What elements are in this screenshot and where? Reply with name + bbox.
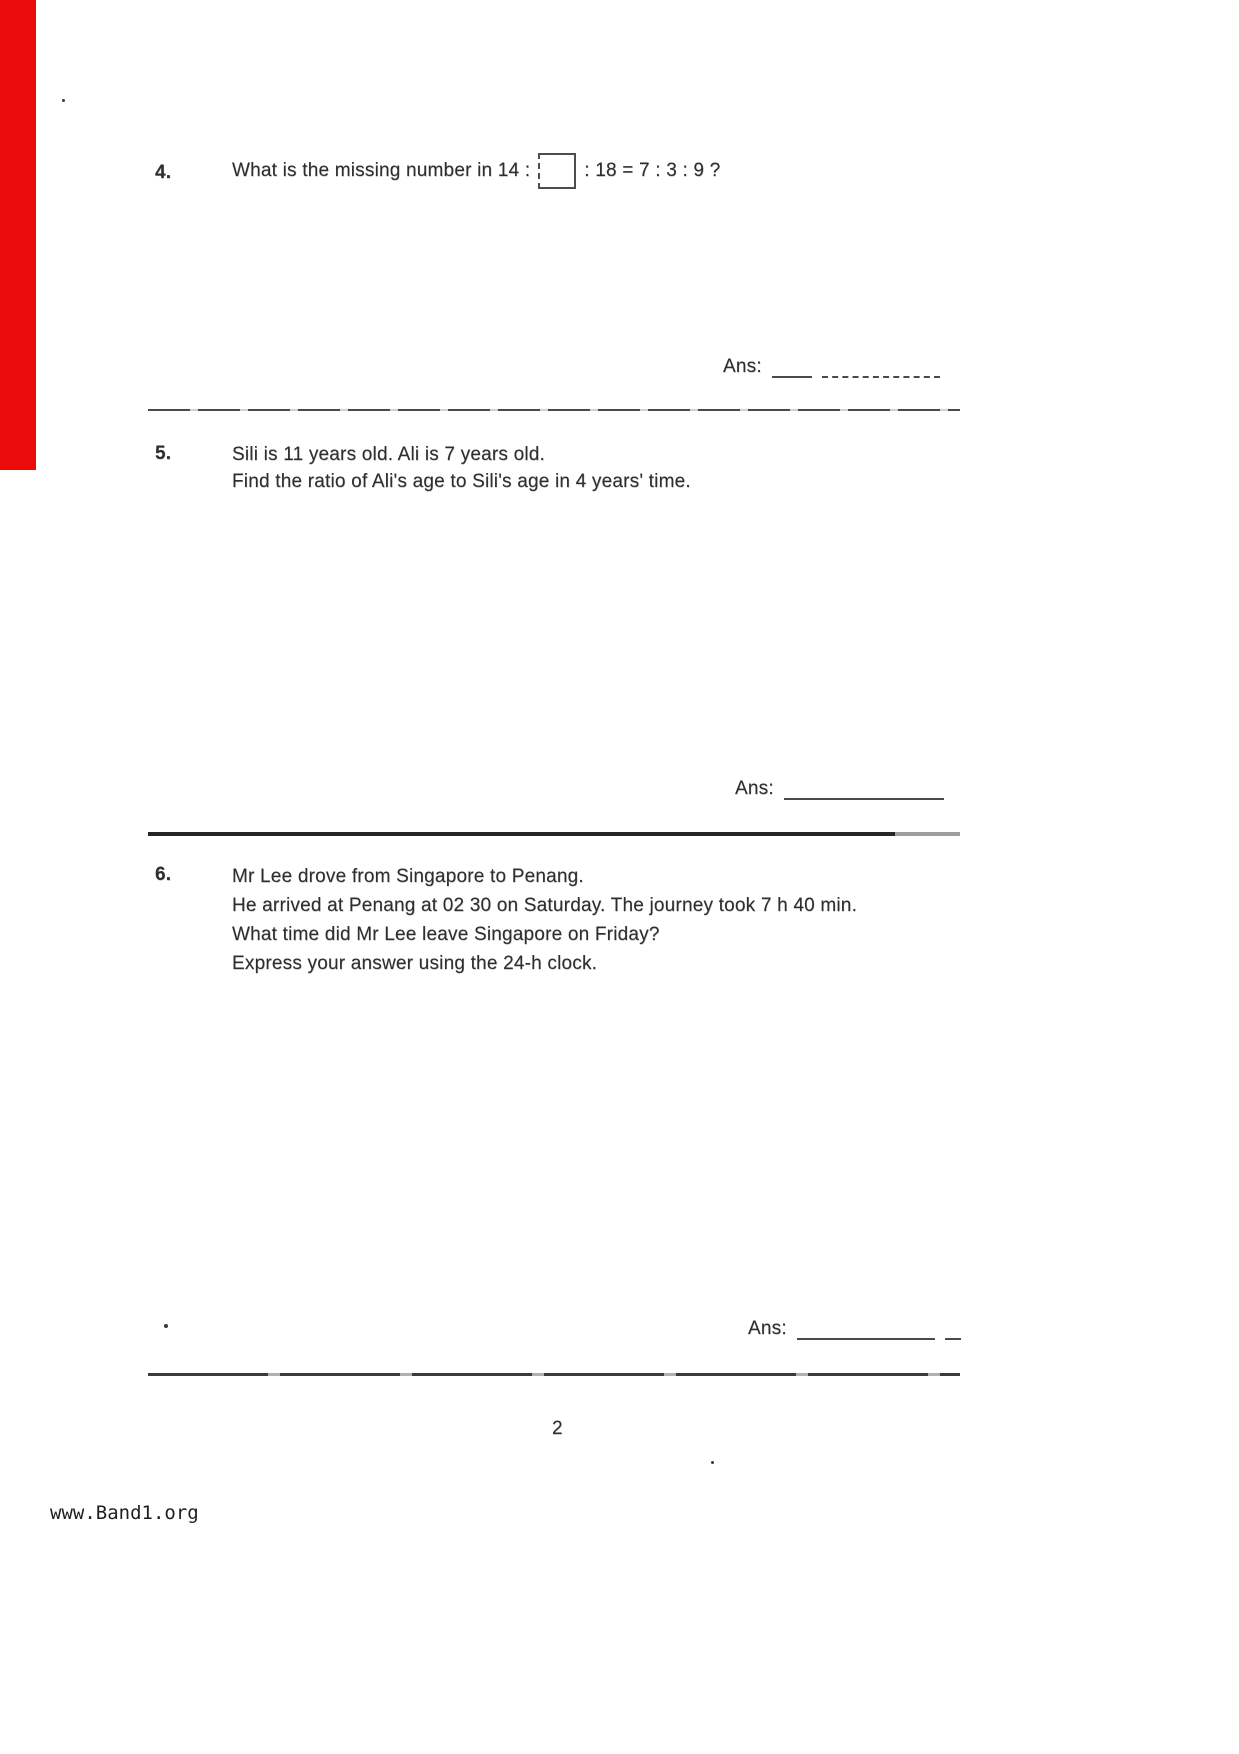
question-4-text bbox=[232, 153, 720, 189]
section-divider bbox=[148, 1373, 960, 1376]
answer-row-q4 bbox=[723, 356, 940, 378]
answer-row-q5 bbox=[735, 778, 944, 800]
ans-label-q4: Ans: bbox=[723, 356, 762, 377]
red-margin-bar bbox=[0, 0, 36, 470]
question-4-number: 4. bbox=[155, 162, 172, 183]
question-4-text-before-box: What is the missing number in 14 : bbox=[232, 160, 531, 181]
question-5-number: 5. bbox=[155, 443, 172, 464]
question-6-text bbox=[232, 862, 857, 978]
answer-blank-q6 bbox=[797, 1318, 935, 1340]
question-4-text-after-box: : 18 = 7 : 3 : 9 ? bbox=[584, 160, 721, 181]
scan-speck bbox=[62, 99, 65, 102]
ans-label-q6: Ans: bbox=[748, 1318, 787, 1339]
answer-row-q6 bbox=[748, 1318, 961, 1340]
question-6-line-1: Mr Lee drove from Singapore to Penang. bbox=[232, 866, 584, 887]
answer-blank-q5 bbox=[784, 778, 944, 800]
question-6-line-4: Express your answer using the 24-h clock. bbox=[232, 953, 598, 974]
question-5-text bbox=[232, 441, 691, 495]
question-6-line-2: He arrived at Penang at 02 30 on Saturday. The journey took 7 h 40 min. bbox=[232, 895, 858, 916]
missing-number-box bbox=[538, 153, 576, 189]
ans-label-q5: Ans: bbox=[735, 778, 774, 799]
section-divider bbox=[148, 832, 960, 836]
scan-speck bbox=[164, 1324, 168, 1328]
answer-blank-q4-long bbox=[822, 356, 940, 378]
question-5-line-1: Sili is 11 years old. Ali is 7 years old. bbox=[232, 444, 546, 465]
question-5-line-2: Find the ratio of Ali's age to Sili's age in 4 years' time. bbox=[232, 471, 691, 492]
question-6-line-3: What time did Mr Lee leave Singapore on Friday? bbox=[232, 924, 660, 945]
question-6-number: 6. bbox=[155, 864, 172, 885]
answer-blank-q6-tail bbox=[945, 1318, 961, 1340]
footer-watermark-url: www.Band1.org bbox=[50, 1502, 199, 1524]
section-divider bbox=[148, 409, 960, 411]
answer-blank-q4-short bbox=[772, 356, 812, 378]
scan-speck bbox=[711, 1461, 714, 1464]
page-number: 2 bbox=[552, 1418, 563, 1439]
